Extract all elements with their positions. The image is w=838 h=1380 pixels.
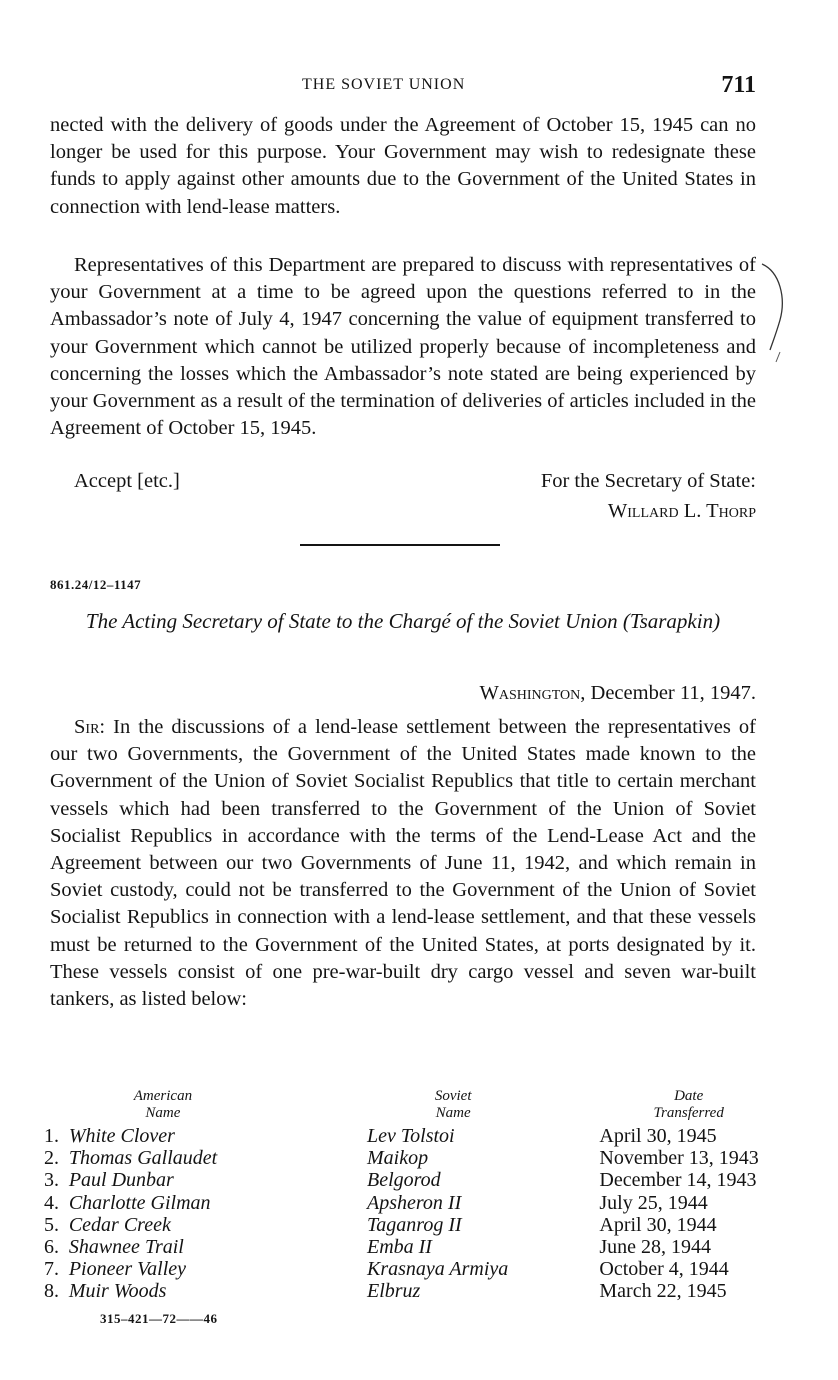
- salutation: Sir: [74, 716, 100, 738]
- table-row: [44, 1280, 838, 1302]
- header-date-transferred: [599, 1088, 838, 1125]
- table-row: [44, 1214, 838, 1236]
- row-number: 3.: [44, 1169, 59, 1192]
- letter2-body-text: : In the discussions of a lend-lease settlement between the representatives of our two Governments, the Government of the United States made known to the Government of the Union of Soviet Socialist Republics that title to certain merchant vessels which had been transferred to the Government of the Union of Soviet Socialist Republics in accordance with the terms of the Lend-Lease Act and the Agreement between our two Governments of June 11, 1942, and which remain in Soviet custody, could not be transferred to the Government of the Union of Soviet Socialist Republics in connection with a lend-lease settlement, and that these vessels must be returned to the Government of the United States, at ports designated by it. These vessels consist of one pre-war-built dry cargo vessel and seven war-built tankers, as listed below:: [50, 716, 756, 1011]
- table-row: [44, 1236, 838, 1258]
- american-name: Pioneer Valley: [68, 1258, 187, 1281]
- accept-line: Accept [etc.]: [74, 470, 180, 492]
- date-transferred: November 13, 1943: [599, 1147, 759, 1170]
- table-row: [44, 1258, 838, 1280]
- soviet-name: Lev Tolstoi: [366, 1125, 455, 1147]
- row-number: 1.: [44, 1125, 59, 1147]
- american-name: Muir Woods: [68, 1280, 167, 1303]
- american-name: Paul Dunbar: [68, 1169, 174, 1192]
- date-transferred: April 30, 1945: [599, 1125, 717, 1147]
- vessels-table: [44, 1088, 838, 1303]
- soviet-name: Belgorod: [366, 1169, 441, 1192]
- american-name: White Clover: [68, 1125, 175, 1147]
- letter1-paragraph-2: Representatives of this Department are prepared to discuss with representatives of your Government at a time to be agreed upon the questions referred to in the Ambassador’s note of July 4, 1947 concerning the value of equipment transferred to your Government which cannot be utilized properly because of incompleteness and concerning the losses which the Ambassador’s note stated are being experienced by your Government as a result of the termination of deliveries of articles included in the Agreement of October 15, 1945.: [50, 254, 756, 440]
- date-transferred: July 25, 1944: [599, 1191, 708, 1214]
- row-number: 8.: [44, 1280, 59, 1303]
- for-secretary-line: For the Secretary of State:: [540, 470, 756, 492]
- section-divider: [300, 544, 500, 546]
- soviet-name: Taganrog II: [366, 1213, 462, 1236]
- running-title: THE SOVIET UNION: [302, 76, 466, 93]
- row-number: 6.: [44, 1236, 59, 1259]
- dateline: [480, 682, 756, 705]
- table-row: [44, 1192, 838, 1214]
- header-american-line1: American: [133, 1088, 193, 1104]
- header-american-name: [69, 1088, 367, 1125]
- dateline-place: Washington: [479, 682, 581, 704]
- soviet-name: Apsheron II: [366, 1191, 462, 1214]
- margin-bracket-mark: [758, 258, 792, 368]
- date-transferred: October 4, 1944: [599, 1258, 729, 1281]
- page-number: 711: [721, 72, 756, 98]
- printer-mark: 315–421—72——46: [100, 1311, 218, 1326]
- row-number: 4.: [44, 1191, 59, 1214]
- soviet-name: Maikop: [366, 1147, 429, 1170]
- header-date-line1: Date: [674, 1088, 704, 1104]
- soviet-name: Emba II: [366, 1236, 432, 1259]
- header-american-line2: Name: [145, 1105, 181, 1121]
- header-soviet-name: [367, 1088, 599, 1125]
- american-name: Thomas Gallaudet: [68, 1147, 218, 1170]
- row-number: 2.: [44, 1147, 59, 1170]
- soviet-name: Elbruz: [366, 1280, 421, 1303]
- american-name: Cedar Creek: [68, 1213, 171, 1236]
- document-title: The Acting Secretary of State to the Chargé of the Soviet Union (Tsarapkin): [85, 609, 721, 633]
- signatory-name: Willard L. Thorp: [607, 500, 756, 522]
- dateline-date: , December 11, 1947.: [580, 682, 756, 704]
- american-name: Charlotte Gilman: [68, 1191, 211, 1214]
- row-number: 5.: [44, 1213, 59, 1236]
- header-number: [44, 1088, 69, 1125]
- date-transferred: April 30, 1944: [599, 1213, 717, 1236]
- table-row: [44, 1147, 838, 1169]
- letter2-body: [50, 714, 756, 1013]
- date-transferred: June 28, 1944: [599, 1236, 712, 1259]
- american-name: Shawnee Trail: [68, 1236, 184, 1259]
- table-row: [44, 1125, 838, 1147]
- header-soviet-line1: Soviet: [434, 1088, 472, 1104]
- header-soviet-line2: Name: [435, 1105, 471, 1121]
- soviet-name: Krasnaya Armiya: [366, 1258, 509, 1281]
- date-transferred: March 22, 1945: [599, 1280, 727, 1303]
- header-date-line2: Transferred: [653, 1105, 724, 1121]
- vessels-header-row: [44, 1088, 838, 1125]
- table-row: [44, 1169, 838, 1191]
- letter1-paragraph-1: nected with the delivery of goods under the Agreement of October 15, 1945 can no longer be used for this purpose. Your Government may wish to redesignate these funds to apply against other amounts due to the Government of the United States in connection with lend-lease matters.: [50, 114, 756, 218]
- date-transferred: December 14, 1943: [599, 1169, 757, 1192]
- file-number: 861.24/12–1147: [50, 577, 142, 592]
- row-number: 7.: [44, 1258, 59, 1281]
